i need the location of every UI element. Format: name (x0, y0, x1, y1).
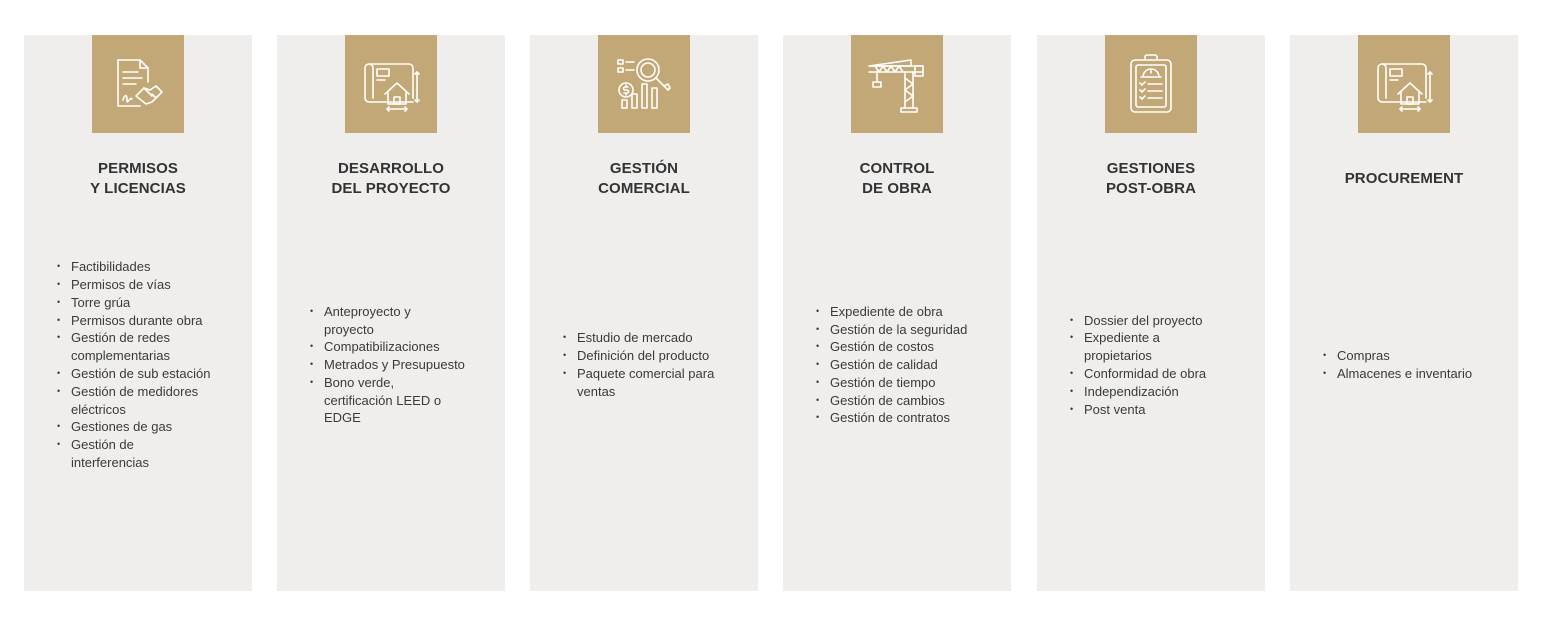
market-analysis-icon (612, 52, 676, 116)
list-item: • Compras (1323, 347, 1485, 365)
list-item: • Estudio de mercado (563, 329, 725, 347)
list-item: • Independización (1070, 383, 1232, 401)
item-list (277, 303, 472, 428)
house-blueprint-icon (359, 52, 423, 116)
list-item: • Gestión de contratos (816, 409, 978, 427)
column-title-line: GESTIÓN (609, 160, 679, 177)
column-title-line: DE OBRA (862, 180, 932, 197)
list-item: • Bono verde, certificación LEED o EDGE (310, 374, 449, 427)
list-item: • Gestión de sub estación (57, 365, 219, 383)
list-item: • Paquete comercial para ventas (563, 365, 732, 401)
clipboard-checklist-helmet-icon (1119, 52, 1183, 116)
icon-badge (851, 35, 943, 133)
house-blueprint-icon (1372, 52, 1436, 116)
column-permisos-licencias (24, 35, 252, 591)
item-list-area (530, 215, 758, 515)
column-title-line: COMERCIAL (598, 180, 690, 197)
icon-badge (92, 35, 184, 133)
list-item: • Definición del producto (563, 347, 725, 365)
column-title-line: PERMISOS (98, 160, 178, 177)
tower-crane-icon (865, 52, 929, 116)
column-title-line: DESARROLLO (338, 160, 444, 177)
list-item: • Gestión de redes complementarias (57, 329, 201, 365)
item-list-area (1037, 215, 1265, 515)
list-item: • Expediente de obra (816, 303, 978, 321)
item-list (1037, 312, 1232, 419)
column-title-line: PROCUREMENT (1344, 170, 1464, 187)
column-title-line: CONTROL (859, 160, 935, 177)
list-item: • Almacenes e inventario (1323, 365, 1485, 383)
item-list (530, 329, 725, 400)
item-list (783, 303, 978, 428)
icon-badge (345, 35, 437, 133)
item-list-area (24, 215, 252, 515)
column-gestiones-post-obra (1037, 35, 1265, 591)
list-item: • Gestión de calidad (816, 356, 978, 374)
column-control-obra (783, 35, 1011, 591)
column-title (277, 158, 505, 200)
column-title-line: POST-OBRA (1105, 180, 1197, 197)
column-title-line: Y LICENCIAS (90, 180, 186, 197)
list-item: • Permisos durante obra (57, 312, 219, 330)
list-item: • Gestión de tiempo (816, 374, 978, 392)
item-list-area (1290, 215, 1518, 515)
column-gestion-comercial (530, 35, 758, 591)
list-item: • Torre grúa (57, 294, 219, 312)
list-item: • Gestión de costos (816, 338, 978, 356)
list-item: • Expediente a propietarios (1070, 329, 1194, 365)
icon-badge (1358, 35, 1450, 133)
list-item: • Gestión de medidores eléctricos (57, 383, 211, 419)
list-item: • Gestión de cambios (816, 392, 978, 410)
handshake-contract-icon (106, 52, 170, 116)
list-item: • Gestiones de gas (57, 418, 219, 436)
column-title (24, 158, 252, 200)
list-item: • Compatibilizaciones (310, 338, 472, 356)
list-item: • Anteproyecto y proyecto (310, 303, 424, 339)
column-procurement (1290, 35, 1518, 591)
list-item: • Post venta (1070, 401, 1232, 419)
item-list (24, 258, 219, 472)
column-desarrollo-proyecto (277, 35, 505, 591)
list-item: • Metrados y Presupuesto (310, 356, 472, 374)
column-title (1290, 158, 1518, 200)
list-item: • Permisos de vías (57, 276, 219, 294)
column-title-line: DEL PROYECTO (331, 180, 451, 197)
icon-badge (1105, 35, 1197, 133)
column-title (1037, 158, 1265, 200)
list-item: • Factibilidades (57, 258, 219, 276)
item-list (1290, 347, 1485, 383)
column-title-line: GESTIONES (1106, 160, 1196, 177)
item-list-area (277, 215, 505, 515)
item-list-area (783, 215, 1011, 515)
icon-badge (598, 35, 690, 133)
list-item: • Gestión de interferencias (57, 436, 171, 472)
column-title (530, 158, 758, 200)
list-item: • Gestión de la seguridad (816, 321, 978, 339)
list-item: • Conformidad de obra (1070, 365, 1232, 383)
column-title (783, 158, 1011, 200)
list-item: • Dossier del proyecto (1070, 312, 1232, 330)
